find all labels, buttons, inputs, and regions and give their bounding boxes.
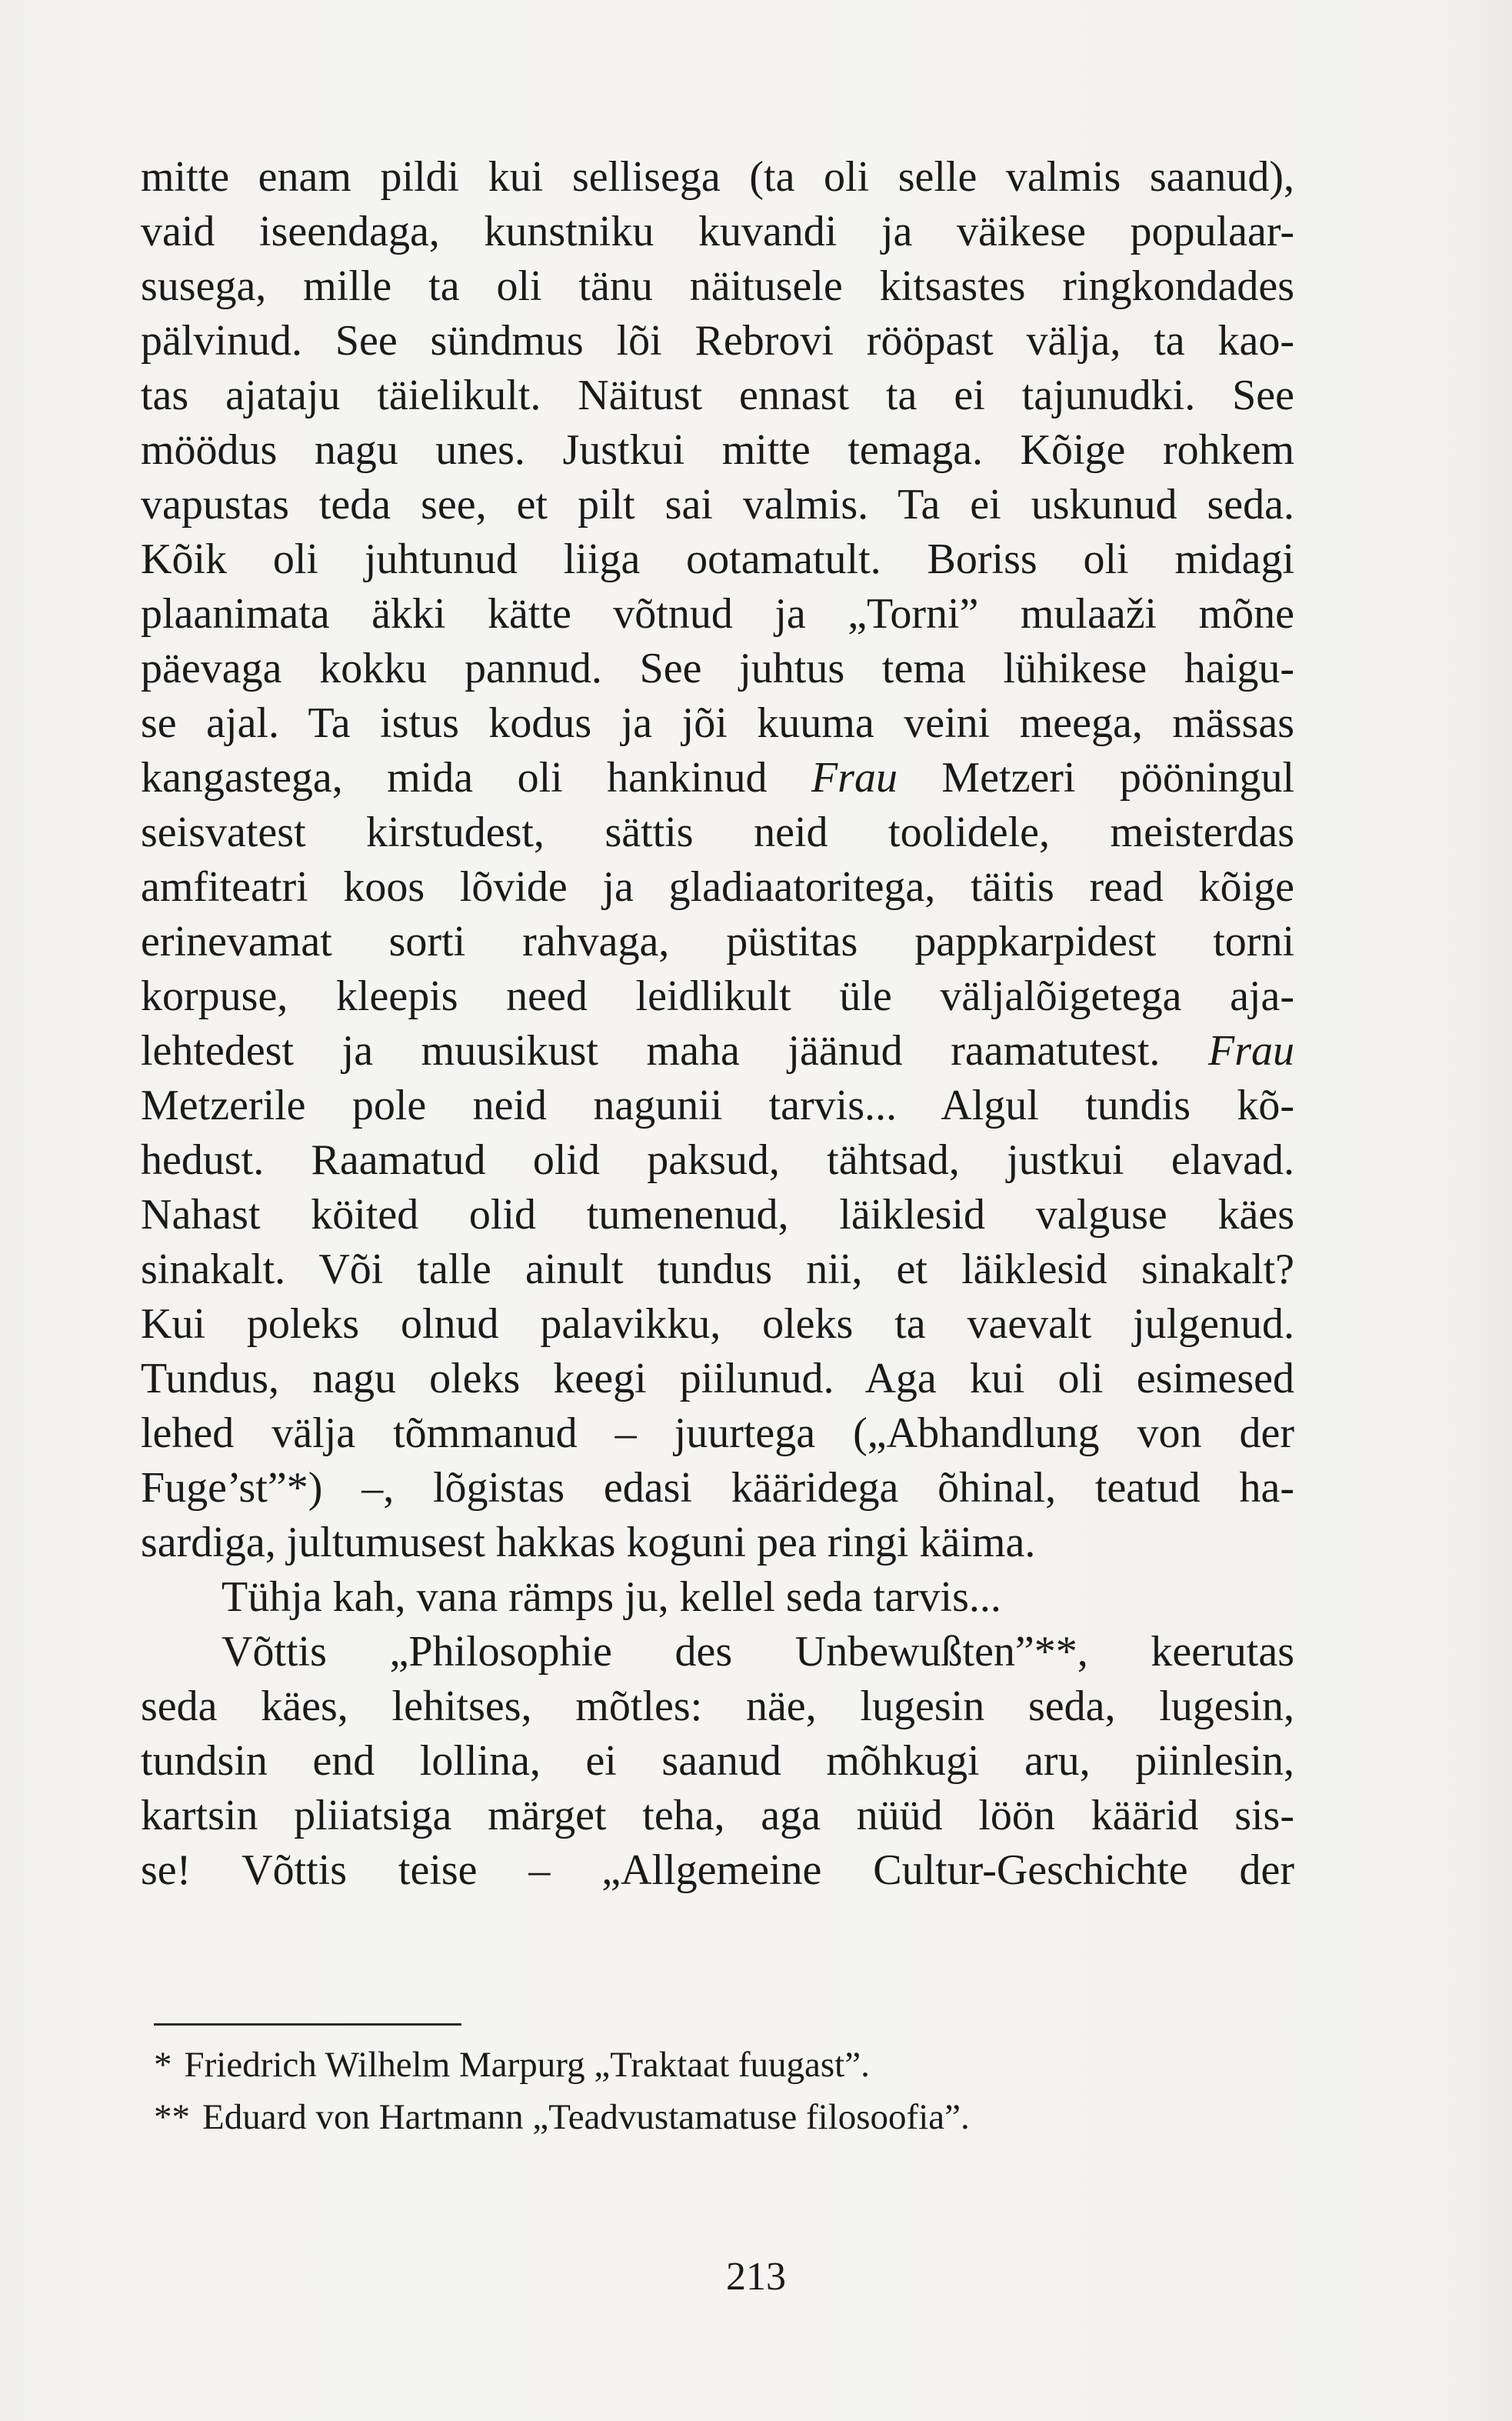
text-line: kartsin pliiatsiga märget teha, aga nüüd löön käärid sis-: [141, 1792, 1294, 1839]
text-line: Kõik oli juhtunud liiga ootamatult. Boriss oli midagi: [141, 535, 1294, 583]
text-line: korpuse, kleepis need leidlikult üle väljalõigetega aja-: [141, 972, 1294, 1020]
text-line: Tühja kah, vana rämps ju, kellel seda tarvis...: [221, 1573, 1001, 1621]
text-line: Võttis „Philosophie des Unbewußten”**, keerutas: [221, 1628, 1294, 1676]
text-fragment: kangastega, mida oli hankinud: [141, 754, 768, 802]
text-line: pälvinud. See sündmus lõi Rebrovi rööpast välja, ta kao-: [141, 317, 1294, 365]
text-line: hedust. Raamatud olid paksud, tähtsad, justkui elavad.: [141, 1136, 1294, 1184]
footnote: [154, 2091, 1292, 2143]
footnote-text: Eduard von Hartmann „Teadvustamatuse filosoofia”.: [202, 2097, 970, 2137]
text-line: Fuge’st”*) –, lõgistas edasi kääridega õhinal, teatud ha-: [141, 1464, 1294, 1512]
italic-word: Frau: [811, 754, 898, 802]
text-line: vaid iseendaga, kunstniku kuvandi ja väikese populaar-: [141, 208, 1294, 255]
body-text: [141, 150, 1294, 1898]
footnote-divider: [154, 2023, 461, 2026]
text-line: sinakalt. Või talle ainult tundus nii, et läiklesid sinakalt?: [141, 1246, 1294, 1293]
footnote-marker: **: [154, 2097, 190, 2137]
text-line: seisvatest kirstudest, sättis neid toolidele, meisterdas: [141, 809, 1294, 856]
text-fragment: Metzeri pööningul: [941, 754, 1295, 802]
text-line: erinevamat sorti rahvaga, püstitas pappkarpidest torni: [141, 918, 1294, 965]
text-line: Tundus, nagu oleks keegi piilunud. Aga kui oli esimesed: [141, 1355, 1294, 1402]
text-line: tas ajataju täielikult. Näitust ennast ta ei tajunudki. See: [141, 372, 1294, 419]
text-line: lehed välja tõmmanud – juurtega („Abhandlung von der: [141, 1409, 1294, 1457]
text-line: seda käes, lehitses, mõtles: näe, lugesin seda, lugesin,: [141, 1682, 1294, 1730]
text-line: plaanimata äkki kätte võtnud ja „Torni” mulaaži mõne: [141, 590, 1294, 638]
text-line: se ajal. Ta istus kodus ja jõi kuuma veini meega, mässas: [141, 699, 1294, 747]
text-fragment: lehtedest ja muusikust maha jäänud raamatutest.: [141, 1027, 1161, 1075]
italic-word: Frau: [1208, 1027, 1294, 1075]
text-line: Metzerile pole neid nagunii tarvis... Algul tundis kõ-: [141, 1082, 1294, 1129]
footnote: [154, 2039, 1292, 2091]
text-line: sardiga, jultumusest hakkas koguni pea ringi käima.: [141, 1519, 1036, 1566]
text-line: mitte enam pildi kui sellisega (ta oli selle valmis saanud),: [141, 153, 1294, 201]
text-line: se! Võttis teise – „Allgemeine Cultur-Geschichte der: [141, 1846, 1294, 1894]
text-line: Nahast köited olid tumenenud, läiklesid valguse käes: [141, 1191, 1294, 1239]
footnote-text: Friedrich Wilhelm Marpurg „Traktaat fuugast”.: [184, 2045, 870, 2085]
text-line: amfiteatri koos lõvide ja gladiaatoritega, täitis read kõige: [141, 863, 1294, 911]
page-number: 213: [726, 2255, 786, 2299]
text-line: [141, 1024, 1294, 1079]
text-line: [141, 751, 1294, 805]
text-line: tundsin end lollina, ei saanud mõhkugi aru, piinlesin,: [141, 1737, 1294, 1785]
text-line: vapustas teda see, et pilt sai valmis. Ta ei uskunud seda.: [141, 481, 1294, 529]
text-line: Kui poleks olnud palavikku, oleks ta vaevalt julgenud.: [141, 1300, 1294, 1348]
text-line: päevaga kokku pannud. See juhtus tema lühikese haigu-: [141, 645, 1294, 692]
footnote-marker: *: [154, 2045, 172, 2085]
text-line: möödus nagu unes. Justkui mitte temaga. Kõige rohkem: [141, 426, 1294, 474]
text-line: susega, mille ta oli tänu näitusele kitsastes ringkondades: [141, 262, 1294, 310]
footnotes: [154, 2039, 1292, 2143]
